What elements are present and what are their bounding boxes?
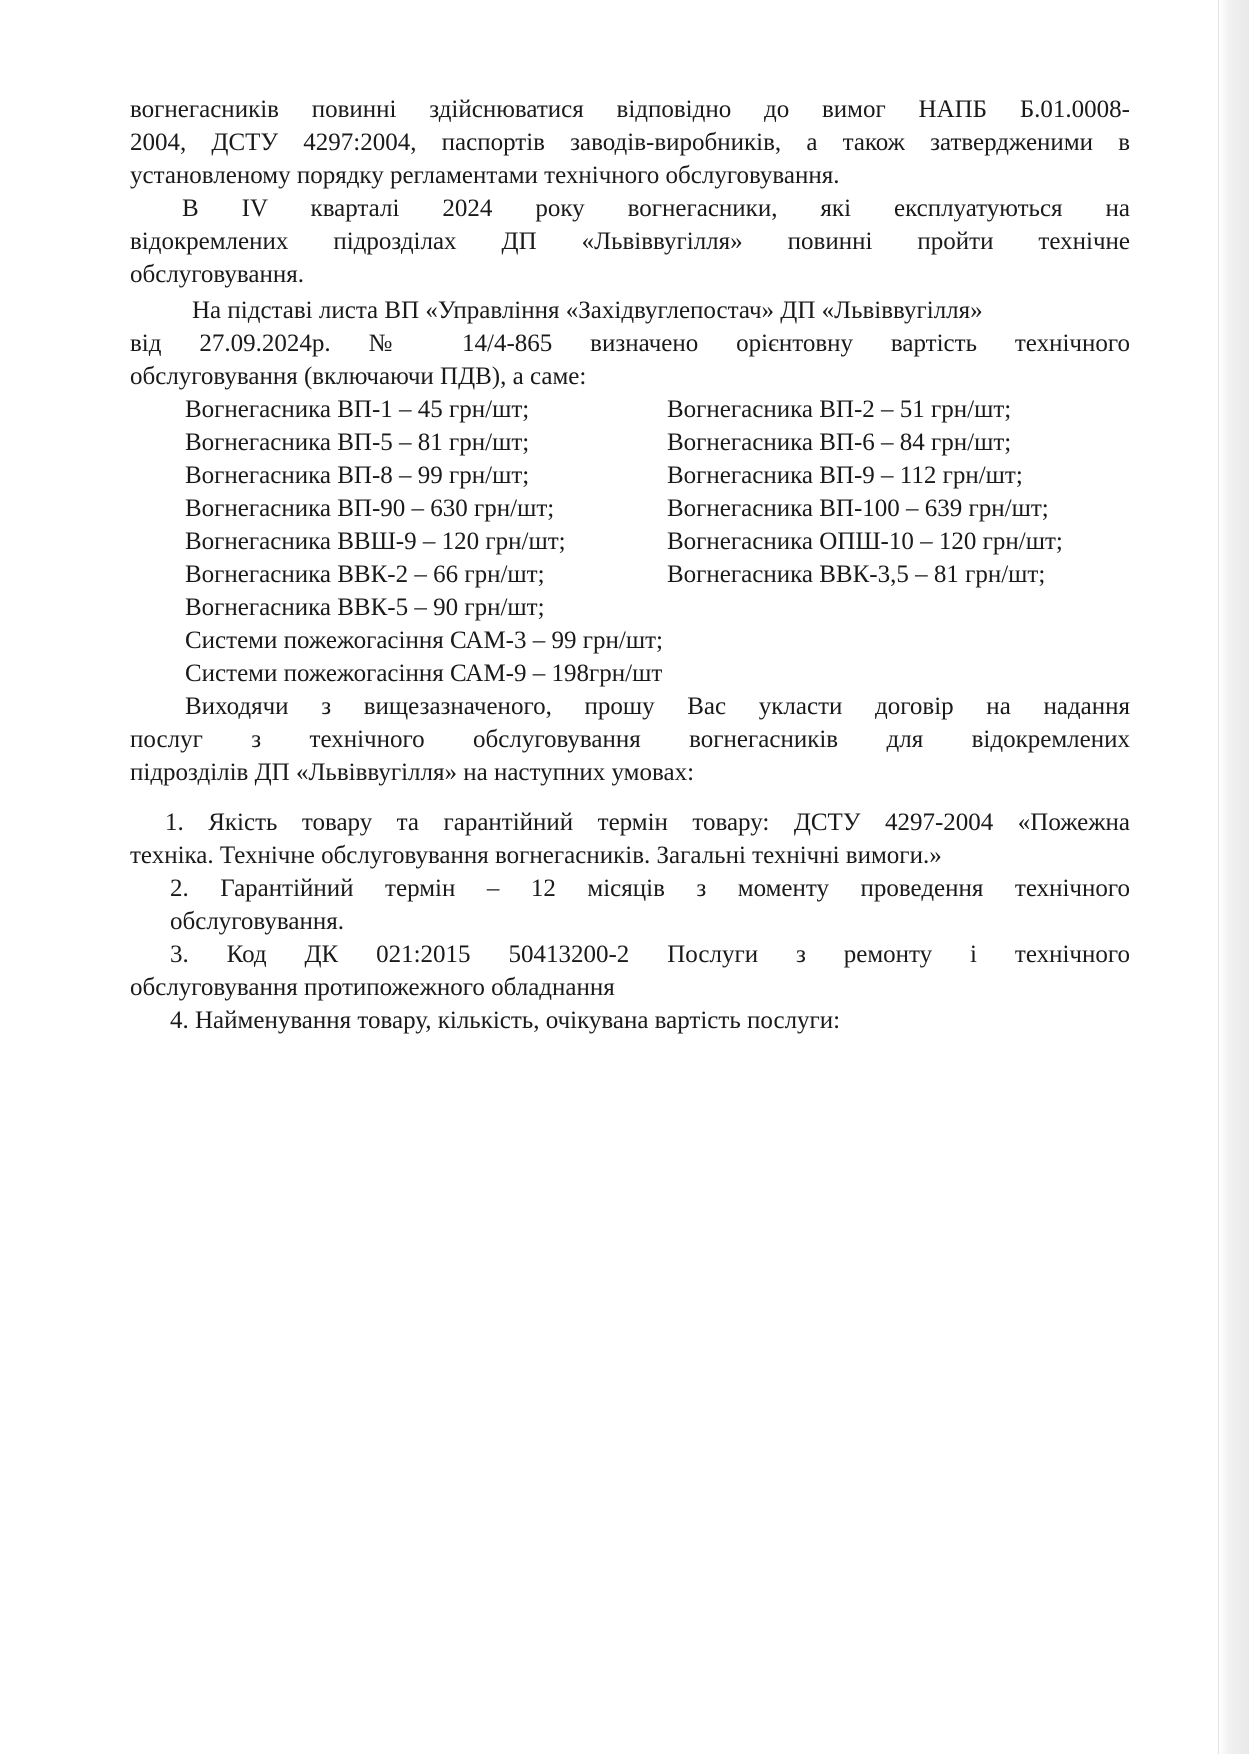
- condition-2: [130, 872, 1130, 938]
- text-line: послуг з технічного обслуговування вогнегасників для відокремлених: [130, 726, 1130, 753]
- letter-paragraph: [130, 294, 1130, 393]
- text-line: обслуговування протипожежного обладнання: [130, 974, 615, 1001]
- price-item: Вогнегасника ВВК-3,5 – 81 грн/шт;: [667, 561, 1046, 588]
- price-item: Вогнегасника ВВК-2 – 66 грн/шт;: [185, 561, 545, 588]
- text-line: обслуговування.: [170, 908, 344, 935]
- text-line: обслуговування.: [130, 261, 304, 288]
- price-item: Вогнегасника ВП-5 – 81 грн/шт;: [185, 429, 530, 456]
- text-line: 3. Код ДК 021:2015 50413200-2 Послуги з ремонту і технічного: [170, 941, 1130, 968]
- scan-page-edge: [1218, 0, 1249, 1754]
- condition-3: [130, 938, 1130, 1004]
- text-line: техніка. Технічне обслуговування вогнегасників. Загальні технічні вимоги.»: [130, 842, 942, 869]
- text-line: 1. Якість товару та гарантійний термін товару: ДСТУ 4297-2004 «Пожежна: [165, 809, 1130, 836]
- text-line: відокремлених підрозділах ДП «Львіввугілля» повинні пройти технічне: [130, 228, 1130, 255]
- price-item: Вогнегасника ВП-100 – 639 грн/шт;: [667, 495, 1049, 522]
- price-item: Вогнегасника ОПШ-10 – 120 грн/шт;: [667, 528, 1063, 555]
- text-line: Виходячи з вищезазначеного, прошу Вас укласти договір на надання: [185, 693, 1130, 720]
- condition-1: [130, 806, 1130, 872]
- intro-paragraph: [130, 93, 1130, 192]
- price-item: Вогнегасника ВП-1 – 45 грн/шт;: [185, 396, 530, 423]
- text-line: установленому порядку регламентами технічного обслуговування.: [130, 162, 840, 189]
- document-page: [130, 93, 1130, 1037]
- price-item: Вогнегасника ВП-9 – 112 грн/шт;: [667, 462, 1023, 489]
- price-item: Системи пожежогасіння САМ-9 – 198грн/шт: [185, 660, 663, 687]
- price-list: [130, 393, 1130, 591]
- text-line: В IV кварталі 2024 року вогнегасники, які експлуатуються на: [182, 195, 1130, 222]
- text-line: обслуговування (включаючи ПДВ), а саме:: [130, 363, 587, 390]
- text-line: підрозділів ДП «Львіввугілля» на наступних умовах:: [130, 759, 695, 786]
- quarter-paragraph: [130, 192, 1130, 291]
- text-line: 2. Гарантійний термін – 12 місяців з моменту проведення технічного: [170, 875, 1130, 902]
- request-paragraph: [130, 690, 1130, 789]
- text-line: вогнегасників повинні здійснюватися відповідно до вимог НАПБ Б.01.0008-: [130, 96, 1130, 123]
- price-item: Вогнегасника ВВШ-9 – 120 грн/шт;: [185, 528, 566, 555]
- text-line: 2004, ДСТУ 4297:2004, паспортів заводів-виробників, а також затвердженими в: [130, 129, 1130, 156]
- text-line: від 27.09.2024р. № 14/4-865 визначено орієнтовну вартість технічного: [130, 330, 1130, 357]
- price-item: Вогнегасника ВВК-5 – 90 грн/шт;: [185, 594, 545, 621]
- price-item: Вогнегасника ВП-8 – 99 грн/шт;: [185, 462, 530, 489]
- price-item: Вогнегасника ВП-6 – 84 грн/шт;: [667, 429, 1012, 456]
- text-line: 4. Найменування товару, кількість, очікувана вартість послуги:: [170, 1007, 841, 1034]
- price-item: Вогнегасника ВП-2 – 51 грн/шт;: [667, 396, 1012, 423]
- price-item: Системи пожежогасіння САМ-3 – 99 грн/шт;: [185, 627, 663, 654]
- price-item: Вогнегасника ВП-90 – 630 грн/шт;: [185, 495, 555, 522]
- condition-4: [130, 1004, 1130, 1037]
- text-line: На підставі листа ВП «Управління «Західвуглепостач» ДП «Львіввугілля»: [192, 297, 983, 324]
